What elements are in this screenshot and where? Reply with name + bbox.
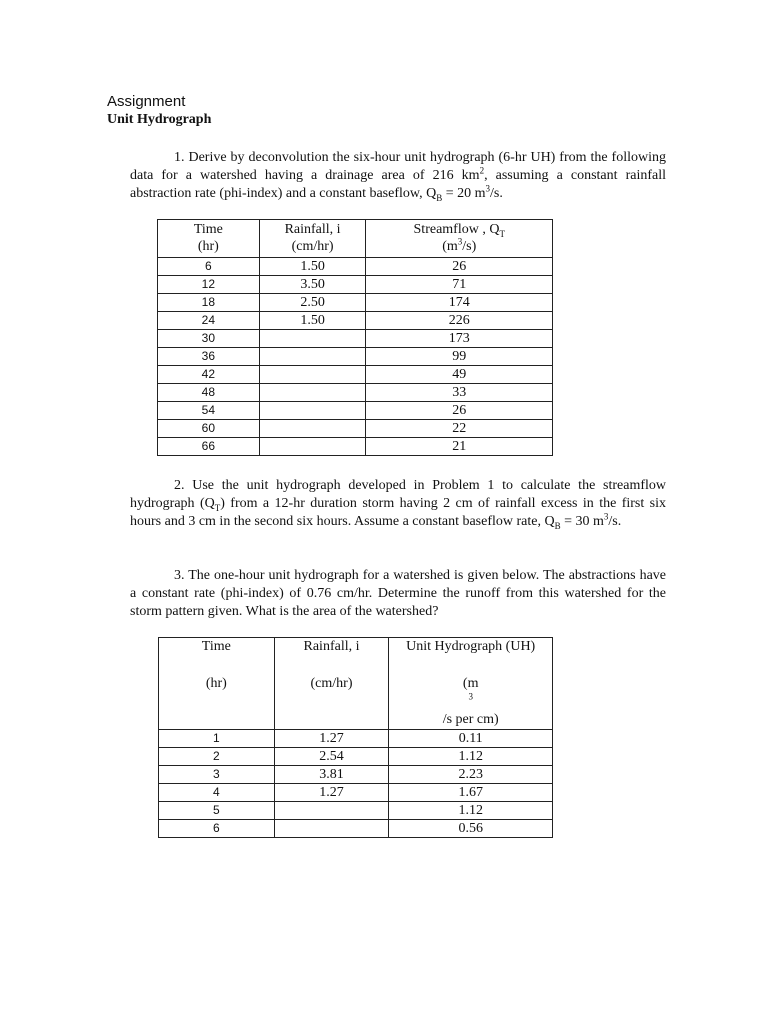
table-cell-rain [274,802,389,820]
table-row [158,294,553,312]
table-header-row [158,220,553,258]
table-cell-uh: 0.11 [389,730,553,748]
table-cell-time: 3 [159,766,275,784]
table-cell-flow: 173 [366,330,553,348]
streamflow-table [157,219,553,456]
table-cell-flow: 49 [366,366,553,384]
problem-2-number: 2. [174,478,185,493]
table-cell-time: 12 [158,276,260,294]
table-cell-time: 60 [158,420,260,438]
column-header-unit-hydrograph: Unit Hydrograph (UH) (m $^3$ /s per cm) [389,638,553,730]
problem-1-number: 1. [174,150,185,165]
table-cell-flow: 226 [366,312,553,330]
table-cell-flow: 26 [366,258,553,276]
table-row [159,820,553,838]
table-cell-flow: 33 [366,384,553,402]
table-cell-rain: 1.27 [274,784,389,802]
table-row [159,748,553,766]
table-cell-uh: 1.12 [389,748,553,766]
table-cell-rain: 3.81 [274,766,389,784]
table-cell-time: 2 [159,748,275,766]
table-row [159,730,553,748]
table-row [158,366,553,384]
table-cell-uh: 2.23 [389,766,553,784]
table-row [159,784,553,802]
table-cell-uh: 0.56 [389,820,553,838]
table-cell-rain: 3.50 [259,276,366,294]
table-cell-flow: 26 [366,402,553,420]
table-cell-time: 54 [158,402,260,420]
column-header-rainfall: Rainfall, i (cm/hr) [259,220,366,258]
problem-3-text: 3. The one-hour unit hydrograph for a watershed is given below. The abstractions have a constant rate (phi-index) of 0.76 cm/hr. Determine the runoff from this watershed for the storm pattern given. What is the area of the watershed? [130,568,666,619]
table-cell-time: 18 [158,294,260,312]
problem-1-text: 1. Derive by deconvolution the six-hour unit hydrograph (6-hr UH) from the following data for a watershed having a drainage area of 216 $km^2$, assuming a constant rainfall abstraction rate (phi-index) and a constant baseflow, $Q_B = 20$ $m^3/s$. [130,150,666,203]
table-cell-flow: 174 [366,294,553,312]
table-cell-rain: 1.50 [259,258,366,276]
table-row [158,402,553,420]
table-cell-uh: 1.12 [389,802,553,820]
table-cell-rain: 2.50 [259,294,366,312]
table-cell-time: 30 [158,330,260,348]
page-subheading: Unit Hydrograph [107,112,212,127]
unit-hydrograph-table [158,637,553,838]
table-cell-time: 24 [158,312,260,330]
table-cell-time: 1 [159,730,275,748]
table-cell-time: 48 [158,384,260,402]
table-cell-rain: 1.50 [259,312,366,330]
table-row [158,384,553,402]
page-heading: Assignment [107,93,186,110]
table-cell-rain [259,384,366,402]
table-cell-time: 42 [158,366,260,384]
table-cell-time: 4 [159,784,275,802]
table-cell-time: 36 [158,348,260,366]
table-cell-rain [259,420,366,438]
table-row [158,348,553,366]
table-row [158,258,553,276]
table-row [159,802,553,820]
table-cell-uh: 1.67 [389,784,553,802]
table-cell-flow: 21 [366,438,553,456]
table-cell-time: 66 [158,438,260,456]
table-cell-rain [259,402,366,420]
table-cell-rain [259,330,366,348]
table-cell-flow: 71 [366,276,553,294]
table-cell-rain: 2.54 [274,748,389,766]
column-header-time: Time (hr) [159,638,275,730]
table-row [158,276,553,294]
table-cell-rain [259,438,366,456]
table-cell-rain [259,366,366,384]
table-row [158,438,553,456]
table-row [158,330,553,348]
table-cell-flow: 22 [366,420,553,438]
table-header-row [159,638,553,730]
table-cell-flow: 99 [366,348,553,366]
column-header-rainfall: Rainfall, i (cm/hr) [274,638,389,730]
table-cell-time: 6 [158,258,260,276]
table-cell-time: 5 [159,802,275,820]
problem-3-number: 3. [174,568,185,583]
table-row [158,420,553,438]
column-header-streamflow: Streamflow , $Q_T$ $(m^3/s)$ [366,220,553,258]
table-cell-rain [274,820,389,838]
table-cell-rain: 1.27 [274,730,389,748]
table-cell-rain [259,348,366,366]
problem-2-text: 2. Use the unit hydrograph developed in Problem 1 to calculate the streamflow hydrograph $(Q_T)$ from a 12-hr duration storm having 2 cm of rainfall excess in the first six hours and 3 cm in the second six hours. Assume a constant baseflow rate, $Q_B = 30$ $m^3/s$. [130,478,666,531]
table-row [158,312,553,330]
table-cell-time: 6 [159,820,275,838]
column-header-time: Time (hr) [158,220,260,258]
table-row [159,766,553,784]
